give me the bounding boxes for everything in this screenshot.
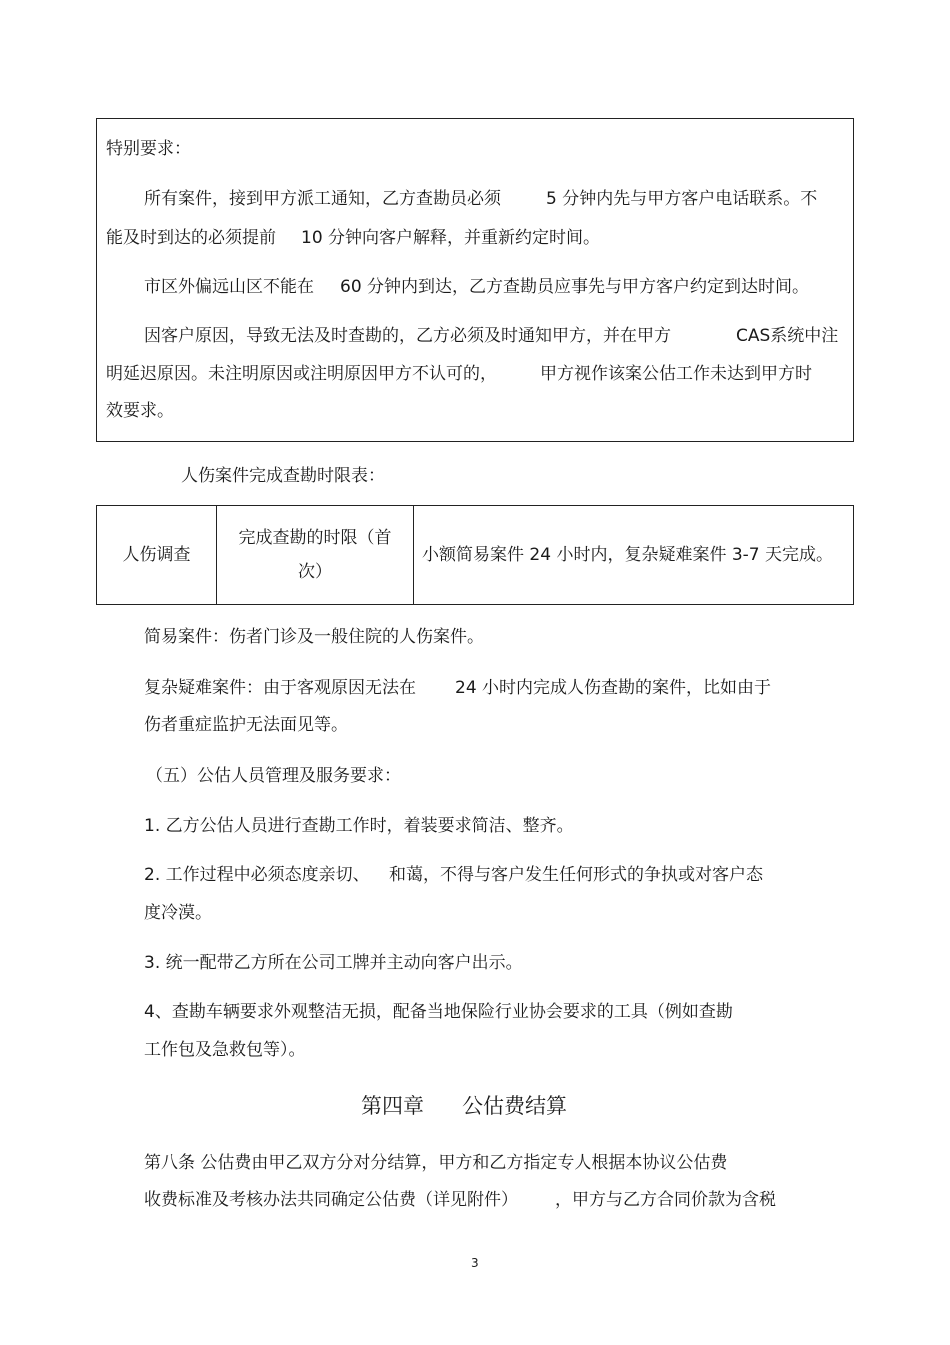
table-cell-injury-survey	[97, 506, 217, 605]
special-p3-line2-b: 甲方视作该案公估工作未达到甲方时	[540, 364, 812, 384]
cell-text-line1: 完成查勘的时限（首	[238, 528, 392, 548]
note-complex-line1-b: 24 小时内完成人伤查勘的案件，比如由于	[455, 678, 772, 698]
table-cell-time-limit	[217, 506, 414, 605]
section5-item4-line2: 工作包及急救包等）。	[144, 1040, 306, 1060]
section5-item2-line1-a: 2. 工作过程中必须态度亲切、	[144, 865, 370, 885]
special-p3-line1-b: CAS系统中注	[736, 326, 839, 346]
cell-text: 人伤调查	[122, 545, 191, 565]
article8-line2-a: 收费标准及考核办法共同确定公估费（详见附件）	[144, 1190, 518, 1210]
section5-item1: 1. 乙方公估人员进行查勘工作时，着装要求简洁、整齐。	[144, 816, 574, 836]
chapter-heading-number: 第四章	[361, 1094, 424, 1118]
special-p1-line2-a: 能及时到达的必须提前	[106, 228, 276, 248]
section5-item4-line1: 4、查勘车辆要求外观整洁无损，配备当地保险行业协会要求的工具（例如查勘	[144, 1002, 733, 1022]
cell-text-line2: 次）	[298, 562, 332, 582]
section5-item2-line2: 度冷漠。	[144, 903, 212, 923]
note-complex-line2: 伤者重症监护无法面见等。	[144, 715, 348, 735]
special-requirements-title: 特别要求：	[106, 139, 191, 159]
special-p3-line3: 效要求。	[106, 401, 174, 421]
note-simple-case: 简易案件：伤者门诊及一般住院的人伤案件。	[144, 627, 484, 647]
injury-table-caption: 人伤案件完成查勘时限表：	[181, 466, 385, 486]
special-p3-line1-a: 因客户原因，导致无法及时查勘的，乙方必须及时通知甲方，并在甲方	[144, 326, 671, 346]
chapter-heading-title: 公估费结算	[462, 1094, 567, 1118]
article8-line2-b: ，甲方与乙方合同价款为含税	[555, 1190, 776, 1210]
section5-title: （五）公估人员管理及服务要求：	[146, 766, 401, 786]
section5-item3: 3. 统一配带乙方所在公司工牌并主动向客户出示。	[144, 953, 523, 973]
table-cell-completion-rule	[414, 506, 854, 605]
special-p1-line1-b: 5 分钟内先与甲方客户电话联系。不	[546, 189, 818, 209]
cell-text: 小额简易案件 24 小时内，复杂疑难案件 3-7 天完成。	[422, 545, 834, 565]
table-row	[97, 506, 854, 605]
section5-item2-line1-b: 和蔼，不得与客户发生任何形式的争执或对客户态	[389, 865, 763, 885]
page-number: 3	[471, 1256, 479, 1270]
special-p2-line1-b: 60 分钟内到达，乙方查勘员应事先与甲方客户约定到达时间。	[340, 277, 810, 297]
special-p1-line1-a: 所有案件，接到甲方派工通知，乙方查勘员必须	[144, 189, 501, 209]
injury-time-limit-table	[96, 505, 854, 605]
note-complex-line1-a: 复杂疑难案件：由于客观原因无法在	[144, 678, 416, 698]
article8-line1: 第八条 公估费由甲乙双方分对分结算，甲方和乙方指定专人根据本协议公估费	[144, 1153, 728, 1173]
special-p2-line1-a: 市区外偏远山区不能在	[144, 277, 314, 297]
special-p3-line2-a: 明延迟原因。未注明原因或注明原因甲方不认可的，	[106, 364, 497, 384]
special-p1-line2-b: 10 分钟向客户解释，并重新约定时间。	[301, 228, 601, 248]
